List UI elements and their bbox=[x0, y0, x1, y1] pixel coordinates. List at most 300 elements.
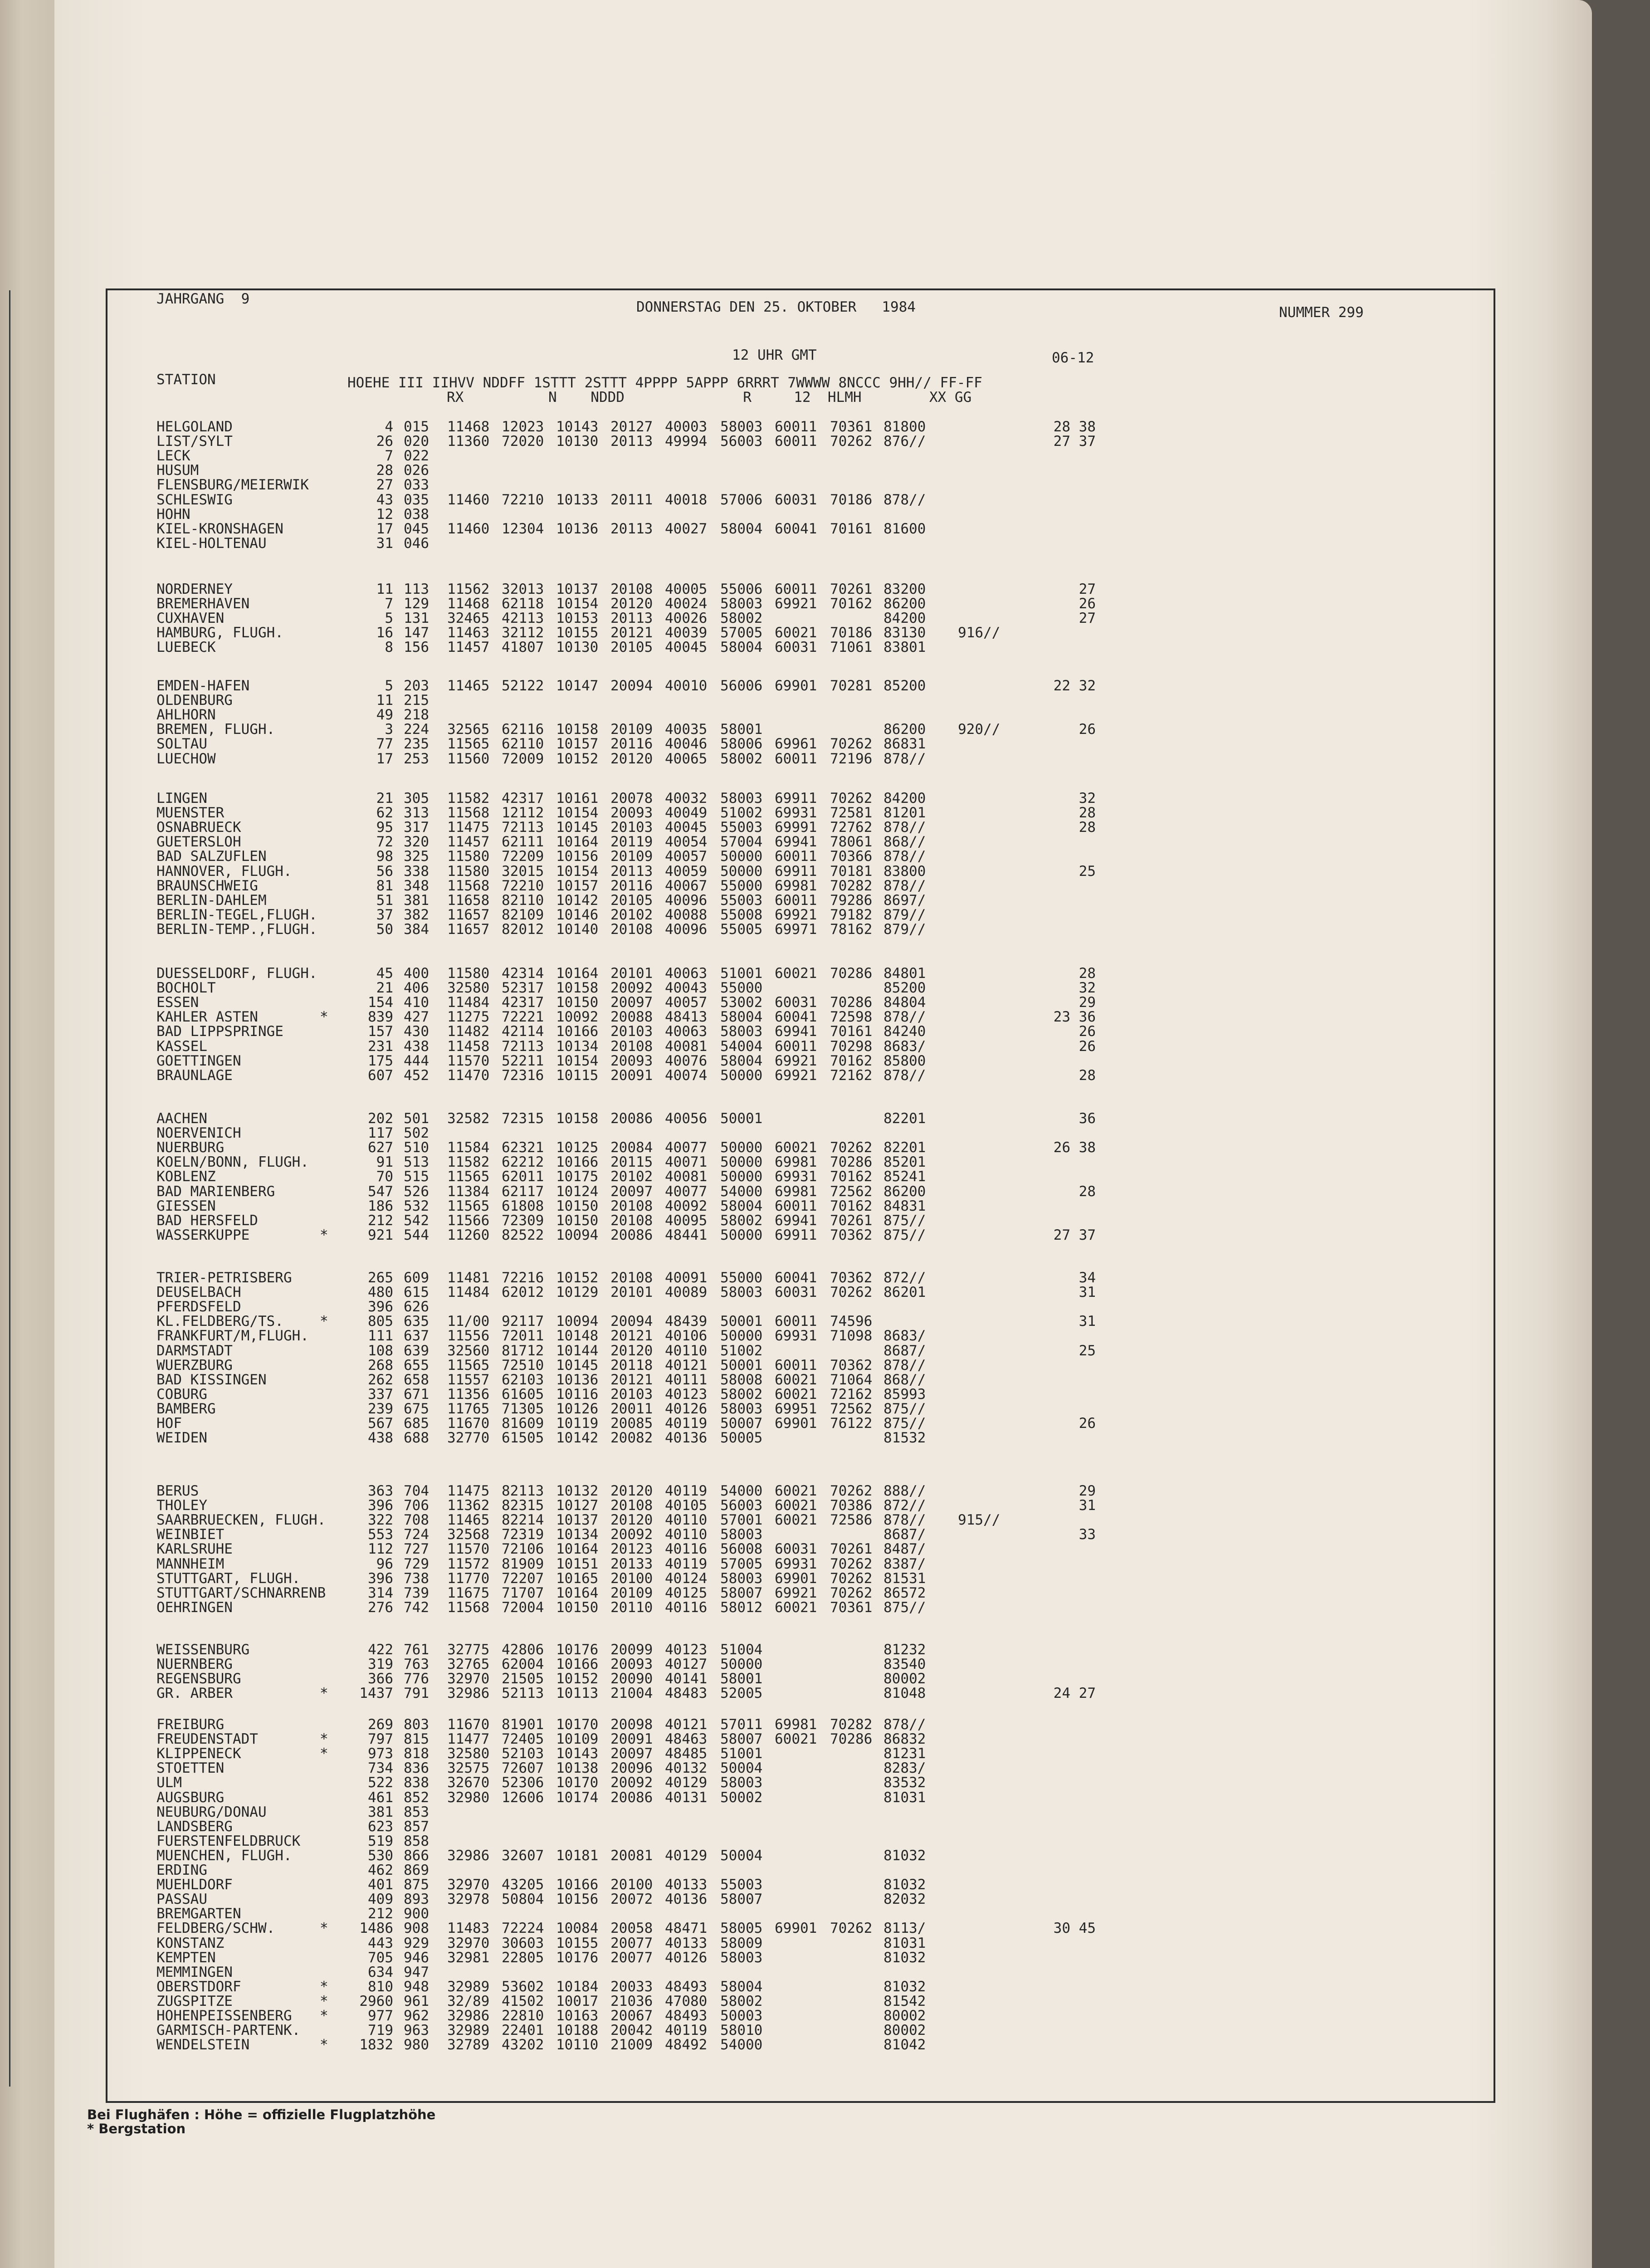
station-value: 69921 bbox=[775, 906, 817, 923]
station-value: 17 bbox=[376, 750, 393, 767]
station-value: 72405 bbox=[502, 1731, 544, 1748]
station-value: 10188 bbox=[556, 2022, 599, 2039]
station-value: 40126 bbox=[665, 1949, 708, 1966]
jahrgang-label: JAHRGANG 9 bbox=[156, 291, 250, 307]
station-name: KIEL-KRONSHAGEN bbox=[156, 520, 283, 537]
station-value: 11584 bbox=[447, 1139, 490, 1156]
station-value: 11457 bbox=[447, 639, 490, 656]
station-value: 203 bbox=[404, 678, 429, 694]
station-value: 58008 bbox=[720, 1371, 763, 1388]
station-name: KL.FELDBERG/TS. bbox=[156, 1313, 283, 1330]
station-value: 10153 bbox=[556, 610, 599, 627]
station-value: 20101 bbox=[610, 965, 653, 982]
station-value: 29 bbox=[1079, 994, 1096, 1011]
footnote-mountain-station: * Bergstation bbox=[87, 2121, 186, 2136]
station-value: 11482 bbox=[447, 1023, 490, 1040]
station-value: 54000 bbox=[720, 1183, 763, 1200]
station-value: 11670 bbox=[447, 1716, 490, 1733]
station-name: HELGOLAND bbox=[156, 419, 233, 435]
station-value: 20127 bbox=[610, 419, 653, 435]
station-value: 51001 bbox=[720, 965, 763, 982]
station-value: 58004 bbox=[720, 1198, 763, 1214]
station-value: 20118 bbox=[610, 1357, 653, 1374]
station-value: 55006 bbox=[720, 581, 763, 597]
station-value: 32970 bbox=[447, 1935, 490, 1951]
station-value: 69921 bbox=[775, 1067, 817, 1084]
station-value: 72598 bbox=[830, 1009, 873, 1026]
station-value: 11458 bbox=[447, 1038, 490, 1055]
station-value: 70162 bbox=[830, 596, 873, 612]
station-value: 58003 bbox=[720, 790, 763, 807]
station-value: 50000 bbox=[720, 1168, 763, 1185]
station-value: 513 bbox=[404, 1154, 429, 1171]
mountain-station-marker: * bbox=[320, 1313, 328, 1330]
station-value: 868// bbox=[884, 834, 926, 850]
station-value: 038 bbox=[404, 506, 429, 523]
station-value: 32580 bbox=[447, 980, 490, 997]
station-value: 973 bbox=[368, 1745, 393, 1762]
station-value: 72562 bbox=[830, 1400, 873, 1417]
station-value: 72 bbox=[376, 834, 393, 850]
station-value: 40096 bbox=[665, 892, 708, 909]
station-value: 86831 bbox=[884, 736, 926, 753]
station-value: 70186 bbox=[830, 491, 873, 508]
station-value: 734 bbox=[368, 1760, 393, 1777]
station-name: BREMERHAVEN bbox=[156, 596, 250, 612]
station-value: 11481 bbox=[447, 1270, 490, 1286]
station-value: 11/00 bbox=[447, 1313, 490, 1330]
station-value: 658 bbox=[404, 1371, 429, 1388]
station-value: 61605 bbox=[502, 1386, 544, 1403]
station-name: BRAUNLAGE bbox=[156, 1067, 233, 1084]
station-value: 915// bbox=[958, 1512, 1001, 1529]
station-value: 60021 bbox=[775, 965, 817, 982]
station-value: 85200 bbox=[884, 980, 926, 997]
station-value: 878// bbox=[884, 1067, 926, 1084]
station-name: FELDBERG/SCHW. bbox=[156, 1920, 275, 1937]
station-value: 69911 bbox=[775, 863, 817, 880]
station-value: 32015 bbox=[502, 863, 544, 880]
station-value: 21004 bbox=[610, 1685, 653, 1702]
station-value: 85800 bbox=[884, 1052, 926, 1069]
station-value: 72004 bbox=[502, 1599, 544, 1616]
station-value: 86201 bbox=[884, 1284, 926, 1301]
station-value: 40123 bbox=[665, 1642, 708, 1658]
station-value: 879// bbox=[884, 921, 926, 938]
station-value: 21 bbox=[376, 980, 393, 997]
station-value: 10164 bbox=[556, 1541, 599, 1558]
station-value: 11468 bbox=[447, 596, 490, 612]
station-value: 948 bbox=[404, 1978, 429, 1995]
station-value: 10170 bbox=[556, 1774, 599, 1791]
station-value: 23 36 bbox=[1053, 1009, 1096, 1026]
station-value: 20109 bbox=[610, 848, 653, 865]
station-value: 40116 bbox=[665, 1599, 708, 1616]
station-value: 56008 bbox=[720, 1541, 763, 1558]
station-value: 71707 bbox=[502, 1584, 544, 1601]
station-value: 31 bbox=[1079, 1497, 1096, 1514]
station-value: 112 bbox=[368, 1541, 393, 1558]
station-name: FREIBURG bbox=[156, 1716, 225, 1733]
station-value: 108 bbox=[368, 1342, 393, 1359]
station-value: 20093 bbox=[610, 805, 653, 821]
station-value: 10142 bbox=[556, 892, 599, 909]
station-value: 704 bbox=[404, 1483, 429, 1499]
station-value: 444 bbox=[404, 1052, 429, 1069]
station-value: 10155 bbox=[556, 625, 599, 641]
station-name: BERUS bbox=[156, 1483, 199, 1499]
station-value: 20121 bbox=[610, 1328, 653, 1344]
station-value: 83130 bbox=[884, 625, 926, 641]
station-value: 57006 bbox=[720, 491, 763, 508]
station-value: 69941 bbox=[775, 834, 817, 850]
station-value: 52317 bbox=[502, 980, 544, 997]
station-value: 32112 bbox=[502, 625, 544, 641]
station-value: 70181 bbox=[830, 863, 873, 880]
station-value: 81032 bbox=[884, 1877, 926, 1893]
station-value: 32970 bbox=[447, 1671, 490, 1687]
station-value: 60041 bbox=[775, 1009, 817, 1026]
station-value: 27 bbox=[376, 477, 393, 494]
station-value: 553 bbox=[368, 1526, 393, 1543]
station-value: 70161 bbox=[830, 520, 873, 537]
station-value: 10084 bbox=[556, 1920, 599, 1937]
station-value: 20090 bbox=[610, 1671, 653, 1687]
station-value: 719 bbox=[368, 2022, 393, 2039]
station-value: 10163 bbox=[556, 2008, 599, 2024]
station-value: 10164 bbox=[556, 834, 599, 850]
station-value: 11484 bbox=[447, 994, 490, 1011]
station-value: 42806 bbox=[502, 1642, 544, 1658]
station-value: 11465 bbox=[447, 678, 490, 694]
station-value: 62116 bbox=[502, 721, 544, 738]
station-name: BAD MARIENBERG bbox=[156, 1183, 275, 1200]
station-value: 81232 bbox=[884, 1642, 926, 1658]
station-value: 28 bbox=[1079, 1067, 1096, 1084]
station-value: 10134 bbox=[556, 1526, 599, 1543]
station-value: 40027 bbox=[665, 520, 708, 537]
station-value: 70282 bbox=[830, 1716, 873, 1733]
station-name: KONSTANZ bbox=[156, 1935, 225, 1951]
station-value: 878// bbox=[884, 1512, 926, 1529]
station-value: 32565 bbox=[447, 721, 490, 738]
station-name: HOHN bbox=[156, 506, 190, 523]
station-value: 81201 bbox=[884, 805, 926, 821]
station-value: 76122 bbox=[830, 1415, 873, 1432]
station-value: 10157 bbox=[556, 877, 599, 894]
station-value: 80002 bbox=[884, 1671, 926, 1687]
station-name: BERLIN-TEMP.,FLUGH. bbox=[156, 921, 317, 938]
station-value: 20011 bbox=[610, 1400, 653, 1417]
station-value: 81042 bbox=[884, 2037, 926, 2053]
station-value: 10150 bbox=[556, 1198, 599, 1214]
station-value: 60021 bbox=[775, 1512, 817, 1529]
station-value: 70161 bbox=[830, 1023, 873, 1040]
station-value: 20115 bbox=[610, 1154, 653, 1171]
station-value: 70286 bbox=[830, 1731, 873, 1748]
station-name: AACHEN bbox=[156, 1110, 207, 1127]
station-value: 28 bbox=[1079, 819, 1096, 836]
station-value: 977 bbox=[368, 2008, 393, 2024]
station-value: 27 37 bbox=[1053, 433, 1096, 450]
station-value: 268 bbox=[368, 1357, 393, 1374]
station-value: 10152 bbox=[556, 750, 599, 767]
station-value: 510 bbox=[404, 1139, 429, 1156]
station-value: 322 bbox=[368, 1512, 393, 1529]
station-value: 82012 bbox=[502, 921, 544, 938]
station-value: 83532 bbox=[884, 1774, 926, 1791]
station-value: 40091 bbox=[665, 1270, 708, 1286]
station-name: FUERSTENFELDBRUCK bbox=[156, 1833, 301, 1849]
station-value: 875// bbox=[884, 1599, 926, 1616]
station-value: 705 bbox=[368, 1949, 393, 1966]
station-value: 857 bbox=[404, 1818, 429, 1835]
station-value: 10136 bbox=[556, 520, 599, 537]
station-value: 48441 bbox=[665, 1227, 708, 1243]
station-name: KIEL-HOLTENAU bbox=[156, 535, 267, 552]
station-value: 70361 bbox=[830, 419, 873, 435]
station-value: 231 bbox=[368, 1038, 393, 1055]
station-name: HAMBURG, FLUGH. bbox=[156, 625, 283, 641]
station-value: 40119 bbox=[665, 1555, 708, 1572]
station-value: 70361 bbox=[830, 1599, 873, 1616]
station-value: 20091 bbox=[610, 1067, 653, 1084]
station-value: 320 bbox=[404, 834, 429, 850]
station-value: 83801 bbox=[884, 639, 926, 656]
station-value: 26 bbox=[1079, 1023, 1096, 1040]
station-name: STUTTGART, FLUGH. bbox=[156, 1570, 301, 1587]
station-value: 60021 bbox=[775, 1139, 817, 1156]
station-value: 40057 bbox=[665, 848, 708, 865]
station-value: 400 bbox=[404, 965, 429, 982]
station-value: 893 bbox=[404, 1891, 429, 1908]
station-value: 86200 bbox=[884, 721, 926, 738]
station-value: 20093 bbox=[610, 1656, 653, 1673]
station-value: 58003 bbox=[720, 1023, 763, 1040]
station-value: 10133 bbox=[556, 491, 599, 508]
station-value: 878// bbox=[884, 848, 926, 865]
station-value: 11470 bbox=[447, 1067, 490, 1084]
station-value: 58007 bbox=[720, 1891, 763, 1908]
station-value: 72315 bbox=[502, 1110, 544, 1127]
station-value: 11465 bbox=[447, 1512, 490, 1529]
station-value: 10113 bbox=[556, 1685, 599, 1702]
station-value: 86832 bbox=[884, 1731, 926, 1748]
station-value: 20042 bbox=[610, 2022, 653, 2039]
mountain-station-marker: * bbox=[320, 2008, 328, 2024]
station-value: 739 bbox=[404, 1584, 429, 1601]
station-value: 32989 bbox=[447, 2022, 490, 2039]
station-value: 10110 bbox=[556, 2037, 599, 2053]
station-value: 10158 bbox=[556, 980, 599, 997]
station-value: 48493 bbox=[665, 2008, 708, 2024]
station-value: 815 bbox=[404, 1731, 429, 1748]
station-value: 70366 bbox=[830, 848, 873, 865]
station-name: HOHENPEISSENBERG bbox=[156, 2008, 292, 2024]
station-value: 50000 bbox=[720, 1154, 763, 1171]
station-value: 10166 bbox=[556, 1656, 599, 1673]
station-value: 20102 bbox=[610, 1168, 653, 1185]
station-value: 81909 bbox=[502, 1555, 544, 1572]
station-value: 10132 bbox=[556, 1483, 599, 1499]
station-value: 10146 bbox=[556, 906, 599, 923]
station-value: 542 bbox=[404, 1212, 429, 1229]
station-value: 317 bbox=[404, 819, 429, 836]
station-value: 50000 bbox=[720, 1139, 763, 1156]
station-name: CUXHAVEN bbox=[156, 610, 225, 627]
station-value: 10175 bbox=[556, 1168, 599, 1185]
station-value: 480 bbox=[368, 1284, 393, 1301]
station-value: 215 bbox=[404, 692, 429, 709]
station-value: 10154 bbox=[556, 1052, 599, 1069]
station-value: 878// bbox=[884, 1357, 926, 1374]
station-value: 7 bbox=[385, 448, 393, 464]
station-value: 11580 bbox=[447, 965, 490, 982]
station-value: 40059 bbox=[665, 863, 708, 880]
station-value: 51 bbox=[376, 892, 393, 909]
station-value: 869 bbox=[404, 1862, 429, 1878]
station-value: 53002 bbox=[720, 994, 763, 1011]
station-value: 430 bbox=[404, 1023, 429, 1040]
station-name: MUEHLDORF bbox=[156, 1877, 233, 1893]
station-value: 79182 bbox=[830, 906, 873, 923]
station-value: 40096 bbox=[665, 921, 708, 938]
station-value: 54000 bbox=[720, 2037, 763, 2053]
station-value: 20109 bbox=[610, 1584, 653, 1601]
station-value: 60031 bbox=[775, 1541, 817, 1558]
station-value: 5 bbox=[385, 678, 393, 694]
station-name: FRANKFURT/M,FLUGH. bbox=[156, 1328, 309, 1344]
station-value: 69951 bbox=[775, 1400, 817, 1417]
station-name: PASSAU bbox=[156, 1891, 207, 1908]
station-value: 81032 bbox=[884, 1949, 926, 1966]
station-name: ULM bbox=[156, 1774, 182, 1791]
station-name: STUTTGART/SCHNARRENB bbox=[156, 1584, 326, 1601]
station-value: 25 bbox=[1079, 1342, 1096, 1359]
station-value: 10154 bbox=[556, 863, 599, 880]
station-value: 81800 bbox=[884, 419, 926, 435]
station-value: 60021 bbox=[775, 1599, 817, 1616]
station-value: 60011 bbox=[775, 892, 817, 909]
station-value: 8683/ bbox=[884, 1328, 926, 1344]
station-value: 32970 bbox=[447, 1877, 490, 1893]
station-value: 82109 bbox=[502, 906, 544, 923]
station-value: 32465 bbox=[447, 610, 490, 627]
station-value: 810 bbox=[368, 1978, 393, 1995]
station-value: 60011 bbox=[775, 433, 817, 450]
station-value: 22810 bbox=[502, 2008, 544, 2024]
station-name: SCHLESWIG bbox=[156, 491, 233, 508]
station-value: 21505 bbox=[502, 1671, 544, 1687]
station-value: 58003 bbox=[720, 419, 763, 435]
station-value: 32775 bbox=[447, 1642, 490, 1658]
station-value: 803 bbox=[404, 1716, 429, 1733]
station-name: BREMEN, FLUGH. bbox=[156, 721, 275, 738]
station-value: 20113 bbox=[610, 520, 653, 537]
station-value: 10165 bbox=[556, 1570, 599, 1587]
station-value: 639 bbox=[404, 1342, 429, 1359]
station-value: 40126 bbox=[665, 1400, 708, 1417]
station-value: 366 bbox=[368, 1671, 393, 1687]
station-value: 20092 bbox=[610, 980, 653, 997]
station-value: 92117 bbox=[502, 1313, 544, 1330]
station-value: 69931 bbox=[775, 1555, 817, 1572]
station-value: 40105 bbox=[665, 1497, 708, 1514]
station-value: 40119 bbox=[665, 1415, 708, 1432]
station-name: REGENSBURG bbox=[156, 1671, 241, 1687]
station-name: MEMMINGEN bbox=[156, 1964, 233, 1980]
station-value: 015 bbox=[404, 419, 429, 435]
station-value: 20100 bbox=[610, 1570, 653, 1587]
station-value: 20105 bbox=[610, 639, 653, 656]
station-name: FLENSBURG/MEIERWIK bbox=[156, 477, 309, 494]
station-value: 21 bbox=[376, 790, 393, 807]
station-value: 71098 bbox=[830, 1328, 873, 1344]
station-value: 20116 bbox=[610, 877, 653, 894]
station-value: 16 bbox=[376, 625, 393, 641]
station-value: 40003 bbox=[665, 419, 708, 435]
station-value: 72762 bbox=[830, 819, 873, 836]
station-value: 8687/ bbox=[884, 1526, 926, 1543]
station-value: 10130 bbox=[556, 433, 599, 450]
station-value: 818 bbox=[404, 1745, 429, 1762]
station-value: 48483 bbox=[665, 1685, 708, 1702]
station-value: 69991 bbox=[775, 819, 817, 836]
station-value: 40049 bbox=[665, 805, 708, 821]
station-value: 48492 bbox=[665, 2037, 708, 2053]
station-value: 20105 bbox=[610, 892, 653, 909]
station-value: 26 bbox=[376, 433, 393, 450]
station-value: 40081 bbox=[665, 1168, 708, 1185]
station-name: DEUSELBACH bbox=[156, 1284, 241, 1301]
station-value: 1832 bbox=[359, 2037, 393, 2053]
station-value: 72196 bbox=[830, 750, 873, 767]
station-value: 20103 bbox=[610, 1023, 653, 1040]
station-value: 396 bbox=[368, 1570, 393, 1587]
station-name: WENDELSTEIN bbox=[156, 2037, 250, 2053]
station-value: 58002 bbox=[720, 1386, 763, 1403]
station-value: 10155 bbox=[556, 1935, 599, 1951]
station-value: 55003 bbox=[720, 1877, 763, 1893]
station-value: 20110 bbox=[610, 1599, 653, 1616]
station-value: 186 bbox=[368, 1198, 393, 1214]
station-value: 10138 bbox=[556, 1760, 599, 1777]
station-value: 337 bbox=[368, 1386, 393, 1403]
station-value: 382 bbox=[404, 906, 429, 923]
station-name: LECK bbox=[156, 448, 190, 464]
station-value: 154 bbox=[368, 994, 393, 1011]
station-value: 11475 bbox=[447, 1483, 490, 1499]
station-value: 32/89 bbox=[447, 1993, 490, 2009]
station-value: 72162 bbox=[830, 1386, 873, 1403]
station-value: 25 bbox=[1079, 863, 1096, 880]
date-header: DONNERSTAG DEN 25. OKTOBER 1984 bbox=[636, 299, 916, 315]
station-value: 32989 bbox=[447, 1978, 490, 1995]
station-value: 62321 bbox=[502, 1139, 544, 1156]
station-value: 797 bbox=[368, 1731, 393, 1748]
station-value: 62110 bbox=[502, 736, 544, 753]
station-value: 57011 bbox=[720, 1716, 763, 1733]
station-value: 58003 bbox=[720, 1526, 763, 1543]
mountain-station-marker: * bbox=[320, 1731, 328, 1748]
station-value: 20113 bbox=[610, 863, 653, 880]
station-value: 69901 bbox=[775, 1920, 817, 1937]
station-value: 30 45 bbox=[1053, 1920, 1096, 1937]
station-value: 32765 bbox=[447, 1656, 490, 1673]
station-value: 235 bbox=[404, 736, 429, 753]
station-value: 32978 bbox=[447, 1891, 490, 1908]
station-value: 50004 bbox=[720, 1760, 763, 1777]
